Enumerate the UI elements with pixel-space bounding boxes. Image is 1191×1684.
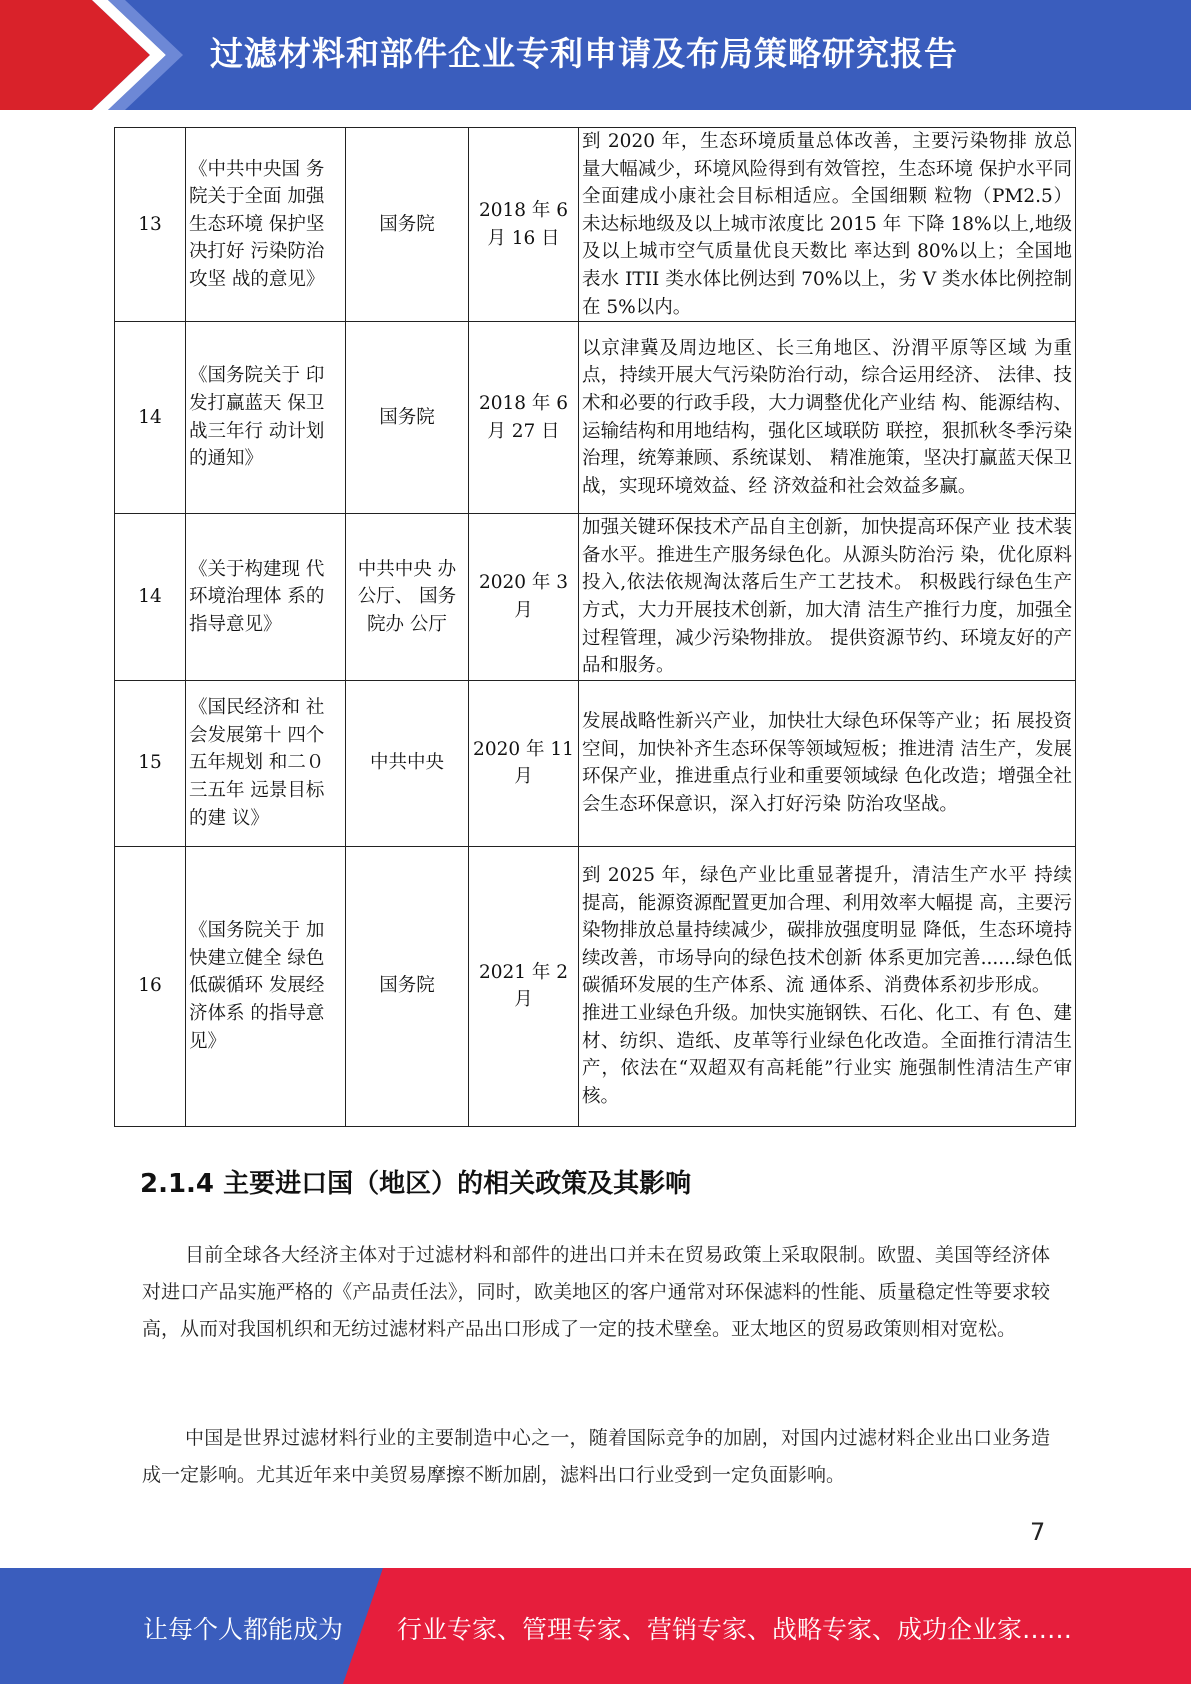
policy-content: 以京津冀及周边地区、长三角地区、汾渭平原等区域 为重点，持续开展大气污染防治行动，综合运用经济、 法律、技术和必要的行政手段，大力调整优化产业结 构、能源结构、运输结构和用地结构，强化区域联防 联控，狠抓秋冬季污染治理，统筹兼顾、系统谋划、 精准施策，坚决打赢蓝天保卫战，实现环境效益、经 济效益和社会效益多赢。 bbox=[579, 322, 1076, 514]
footer-slogan-left: 让每个人都能成为 bbox=[143, 1615, 344, 1644]
table-row bbox=[115, 680, 1076, 846]
policy-content-continued: 推进工业绿色升级。加快实施钢铁、石化、化工、有 色、建材、纺织、造纸、皮革等行业绿色化改造。全面推行清洁生产，依法在“双超双有高耗能”行业实 施强制性清洁生产审核。 bbox=[582, 1003, 1072, 1107]
policy-title: 《中共中央国 务院关于全面 加强生态环境 保护坚决打好 污染防治攻坚 战的意见》 bbox=[186, 128, 346, 322]
policy-title: 《国务院关于 加快建立健全 绿色低碳循环 发展经济体系 的指导意见》 bbox=[186, 846, 346, 1126]
footer-slogan-right: 行业专家、管理专家、营销专家、战略专家、成功企业家…… bbox=[397, 1615, 1073, 1644]
page-number: 7 bbox=[1030, 1518, 1046, 1546]
policy-issuer: 中共中央 bbox=[346, 680, 469, 846]
table-row bbox=[115, 514, 1076, 681]
policy-date: 2021 年 2 月 bbox=[469, 846, 579, 1126]
policy-title: 《国务院关于 印发打赢蓝天 保卫战三年行 动计划的通知》 bbox=[186, 322, 346, 514]
table-row bbox=[115, 322, 1076, 514]
row-number: 16 bbox=[115, 846, 186, 1126]
policy-issuer: 国务院 bbox=[346, 128, 469, 322]
row-number: 14 bbox=[115, 514, 186, 681]
body-paragraph: 目前全球各大经济主体对于过滤材料和部件的进出口并未在贸易政策上采取限制。欧盟、美国等经济体对进口产品实施严格的《产品责任法》，同时，欧美地区的客户通常对环保滤料的性能、质量稳定性等要求较高，从而对我国机织和无纺过滤材料产品出口形成了一定的技术壁垒。亚太地区的贸易政策则相对宽松。 bbox=[142, 1244, 1050, 1340]
policy-date: 2018 年 6 月 16 日 bbox=[469, 128, 579, 322]
policy-issuer: 国务院 bbox=[346, 322, 469, 514]
policy-issuer: 国务院 bbox=[346, 846, 469, 1126]
header-banner bbox=[0, 0, 1191, 110]
policy-date: 2018 年 6 月 27 日 bbox=[469, 322, 579, 514]
policy-content: 加强关键环保技术产品自主创新，加快提高环保产业 技术装备水平。推进生产服务绿色化。从源头防治污 染，优化原料投入,依法依规淘汰落后生产工艺技术。 积极践行绿色生产方式，大力开展技术创新，加大清 洁生产推行力度，加强全过程管理，减少污染物排放。 提供资源节约、环境友好的产品和服务。 bbox=[579, 514, 1076, 681]
policy-issuer: 中共中央 办公厅、 国务院办 公厅 bbox=[346, 514, 469, 681]
row-number: 13 bbox=[115, 128, 186, 322]
policy-content: 到 2025 年，绿色产业比重显著提升，清洁生产水平 持续提高，能源资源配置更加合理、利用效率大幅提 高，主要污染物排放总量持续减少，碳排放强度明显 降低，生态环境持续改善，市场导向的绿色技术创新 体系更加完善......绿色低碳循环发展的生产体系、流 通体系、消费体系初步形成。 bbox=[582, 865, 1072, 997]
policy-content-cell bbox=[579, 846, 1076, 1126]
policy-content: 到 2020 年，生态环境质量总体改善，主要污染物排 放总量大幅减少，环境风险得到有效管控，生态环境 保护水平同全面建成小康社会目标相适应。全国细颗 粒物（PM2.5）未达标地级及以上城市浓度比 2015 年 下降 18%以上,地级及以上城市空气质量优良天数比 率达到 80%以上；全国地表水 ITII 类水体比例达到 70%以上，劣 V 类水体比例控制在 5%以内。 bbox=[579, 128, 1076, 322]
section-heading: 2.1.4 主要进口国（地区）的相关政策及其影响 bbox=[140, 1169, 692, 1199]
policy-date: 2020 年 3 月 bbox=[469, 514, 579, 681]
footer-banner bbox=[0, 1568, 1191, 1684]
body-paragraph: 中国是世界过滤材料行业的主要制造中心之一，随着国际竞争的加剧，对国内过滤材料企业出口业务造成一定影响。尤其近年来中美贸易摩擦不断加剧，滤料出口行业受到一定负面影响。 bbox=[142, 1427, 1050, 1486]
policy-table bbox=[114, 127, 1076, 1127]
table-row bbox=[115, 846, 1076, 1126]
policy-title: 《国民经济和 社会发展第十 四个五年规划 和二０三五年 远景目标的建 议》 bbox=[186, 680, 346, 846]
policy-content: 发展战略性新兴产业，加快壮大绿色环保等产业；拓 展投资空间，加快补齐生态环保等领域短板；推进清 洁生产，发展环保产业，推进重点行业和重要领域绿 色化改造；增强全社会生态环保意识，深入打好污染 防治攻坚战。 bbox=[579, 680, 1076, 846]
row-number: 15 bbox=[115, 680, 186, 846]
row-number: 14 bbox=[115, 322, 186, 514]
policy-date: 2020 年 11 月 bbox=[469, 680, 579, 846]
report-title: 过滤材料和部件企业专利申请及布局策略研究报告 bbox=[210, 34, 958, 73]
policy-title: 《关于构建现 代环境治理体 系的指导意见》 bbox=[186, 514, 346, 681]
table-row bbox=[115, 128, 1076, 322]
